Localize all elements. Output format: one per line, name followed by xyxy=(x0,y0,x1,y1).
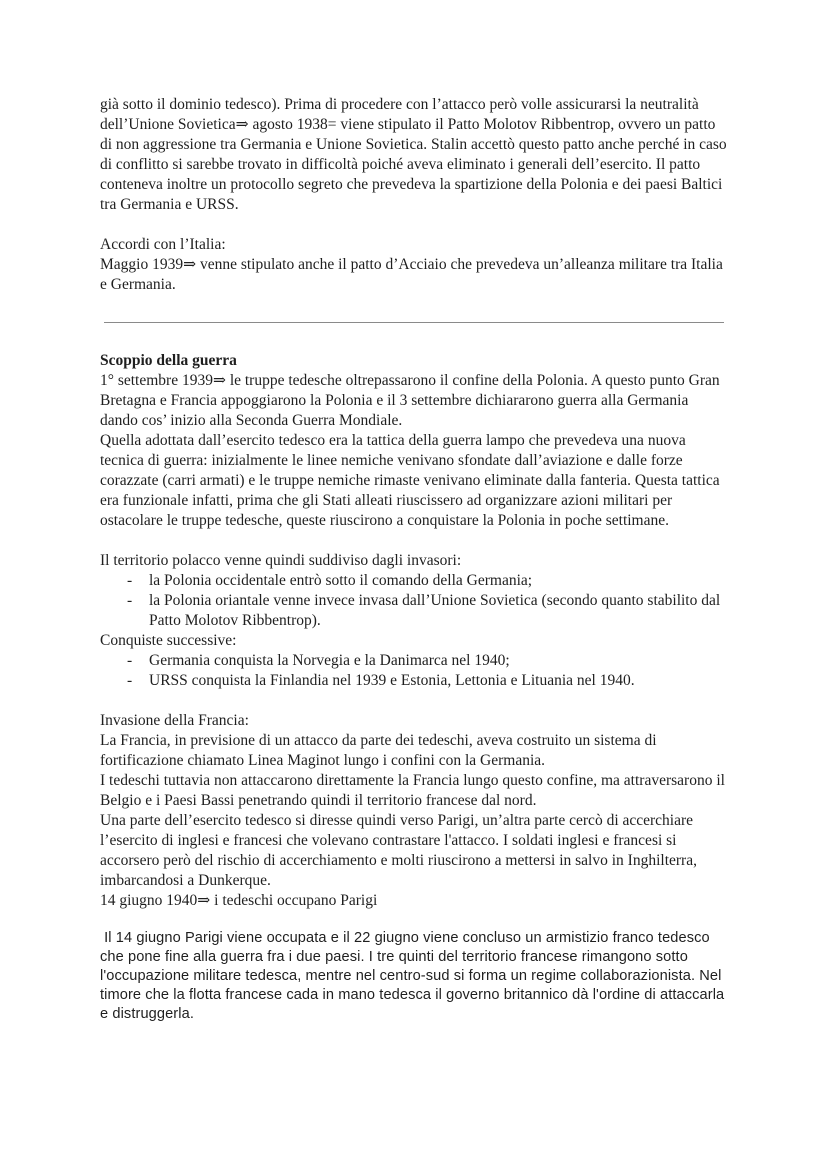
dash-bullet: - xyxy=(127,572,133,589)
conquests-list xyxy=(100,651,730,691)
paragraph-blitzkrieg: Quella adottata dall’esercito tedesco era la tattica della guerra lampo che prevedeva una nuova tecnica di guerra: inizialmente le linee nemiche venivano sfondate dall’aviazione e dalle forze corazzate (carri armati) e le truppe nemiche rimaste venivano eliminate dalla fanteria. Questa tattica era funzionale infatti, prima che gli Stati alleati riuscissero ad organizzare azioni militari per ostacolare le truppe tedesche, queste riuscirono a conquistare la Polonia in poche settimane. xyxy=(100,432,720,529)
poland-division-intro: Il territorio polacco venne quindi suddiviso dagli invasori: xyxy=(100,552,462,569)
france-invasion-title: Invasione della Francia: xyxy=(100,712,249,729)
conquests-intro: Conquiste successive: xyxy=(100,632,237,649)
paragraph-maginot-line: La Francia, in previsione di un attacco da parte dei tedeschi, aveva costruito un sistema di fortificazione chiamato Linea Maginot lungo i confini con la Germania. xyxy=(100,732,657,769)
list-item xyxy=(127,671,730,691)
list-item-text: la Polonia occidentale entrò sotto il comando della Germania; xyxy=(149,572,533,589)
paragraph-poland-invasion: 1° settembre 1939⇒ le truppe tedesche oltrepassarono il confine della Polonia. A questo punto Gran Bretagna e Francia appoggiarono la Polonia e il 3 settembre dichiararono guerra alla Germania dando cos’ inizio alla Seconda Guerra Mondiale. xyxy=(100,372,720,429)
dash-bullet: - xyxy=(127,652,133,669)
dash-bullet: - xyxy=(127,672,133,689)
paris-occupation-date: 14 giugno 1940⇒ i tedeschi occupano Parigi xyxy=(100,892,378,909)
dash-bullet: - xyxy=(127,592,133,609)
list-item xyxy=(127,651,730,671)
list-item xyxy=(127,591,730,631)
paragraph-armistice: Il 14 giugno Parigi viene occupata e il 22 giugno viene concluso un armistizio franco tedesco che pone fine alla guerra fra i due paesi. I tre quinti del territorio francese rimangono sotto l'occupazione militare tedesca, mentre nel centro-sud si forma un regime collaborazionista. Nel timore che la flotta francese cada in mano tedesca il governo britannico dà l'ordine di attaccarla e distruggerla. xyxy=(100,930,729,1022)
horizontal-divider xyxy=(104,322,724,323)
paragraph-belgium-route: I tedeschi tuttavia non attaccarono direttamente la Francia lungo questo confine, ma attraversarono il Belgio e i Paesi Bassi penetrando quindi il territorio francese dal nord. xyxy=(100,772,725,809)
document-page xyxy=(100,95,730,1024)
list-item-text: URSS conquista la Finlandia nel 1939 e Estonia, Lettonia e Lituania nel 1940. xyxy=(149,672,635,689)
section-heading-war-outbreak: Scoppio della guerra xyxy=(100,352,237,369)
italy-accords-text: Maggio 1939⇒ venne stipulato anche il patto d’Acciaio che prevedeva un’alleanza militare tra Italia e Germania. xyxy=(100,256,723,293)
list-item-text: Germania conquista la Norvegia e la Danimarca nel 1940; xyxy=(149,652,510,669)
poland-division-list xyxy=(100,571,730,631)
italy-accords-title: Accordi con l’Italia: xyxy=(100,236,226,253)
list-item-text: la Polonia oriantale venne invece invasa dall’Unione Sovietica (secondo quanto stabilito dal Patto Molotov Ribbentrop). xyxy=(149,592,721,629)
paragraph-dunkirk: Una parte dell’esercito tedesco si diresse quindi verso Parigi, un’altra parte cercò di accerchiare l’esercito di inglesi e francesi che volevano contrastare l'attacco. I soldati inglesi e francesi si accorsero però del rischio di accerchiamento e molti riuscirono a mettersi in salvo in Inghilterra, imbarcandosi a Dunkerque. xyxy=(100,812,697,889)
paragraph-molotov-pact: già sotto il dominio tedesco). Prima di procedere con l’attacco però volle assicurarsi la neutralità dell’Unione Sovietica⇒ agosto 1938= viene stipulato il Patto Molotov Ribbentrop, ovvero un patto di non aggressione tra Germania e Unione Sovietica. Stalin accettò questo patto anche perché in caso di conflitto si sarebbe trovato in difficoltà poiché aveva eliminato i generali dell’esercito. Il patto conteneva inoltre un protocollo segreto che prevedeva la spartizione della Polonia e dei paesi Baltici tra Germania e URSS. xyxy=(100,96,727,213)
list-item xyxy=(127,571,730,591)
